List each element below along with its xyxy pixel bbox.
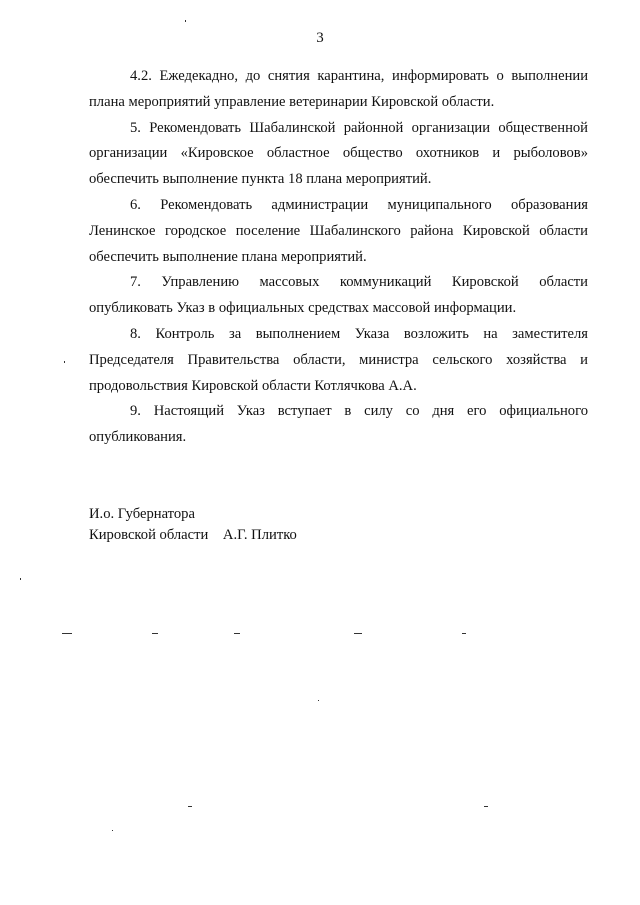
signature-name: А.Г. Плитко (222, 527, 297, 543)
signature-title-line2 (89, 525, 297, 546)
scan-artifact (354, 633, 362, 634)
scan-artifact (234, 633, 240, 634)
paragraph-8: 8. Контроль за выполнением Указа возложить на заместителя Председателя Правительства области, министра сельского хозяйства и продовольствия Кировской области Котлячкова А.А. (89, 325, 588, 394)
scan-artifact (64, 361, 65, 363)
scan-artifact (188, 806, 192, 807)
scan-artifact (20, 578, 21, 580)
scan-artifact (185, 20, 186, 22)
scan-artifact (484, 806, 488, 807)
scan-artifact (152, 633, 158, 634)
paragraph-9: 9. Настоящий Указ вступает в силу со дня его официального опубликования. (89, 403, 588, 446)
signature-block (89, 504, 297, 546)
signature-title-line1: И.о. Губернатора (89, 506, 195, 522)
signature-gap (208, 527, 223, 543)
scan-artifact (112, 830, 113, 831)
paragraph-7: 7. Управлению массовых коммуникаций Кировской области опубликовать Указ в официальных средствах массовой информации. (89, 274, 588, 317)
paragraph-5: 5. Рекомендовать Шабалинской районной организации общественной организации «Кировское областное общество охотников и рыболовов» обеспечить выполнение пункта 18 плана мероприятий. (89, 119, 588, 188)
scan-artifact (318, 700, 319, 701)
paragraph-6: 6. Рекомендовать администрации муниципального образования Ленинское городское поселение Шабалинского района Кировской области обеспечить выполнение плана мероприятий. (89, 196, 588, 265)
scan-artifact (462, 633, 466, 634)
paragraph-4-2: 4.2. Ежедекадно, до снятия карантина, информировать о выполнении плана мероприятий управление ветеринарии Кировской области. (89, 68, 588, 110)
document-body (89, 64, 588, 451)
signature-region: Кировской области (89, 527, 209, 543)
page-number: 3 (316, 30, 324, 46)
scan-artifact (62, 633, 72, 634)
